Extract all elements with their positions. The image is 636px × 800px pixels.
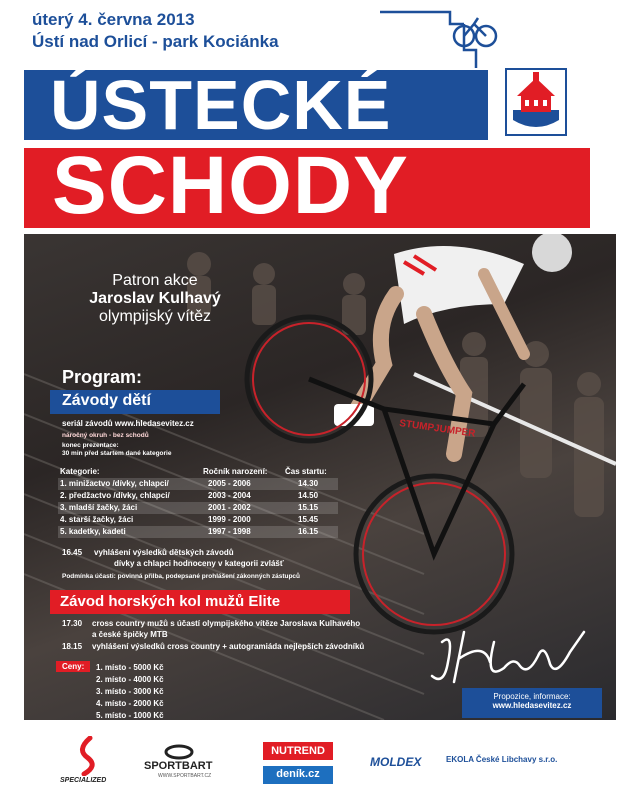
row-category: 2. předžactvo /dívky, chlapci/ xyxy=(60,491,170,500)
event-place: Ústí nad Orlicí - park Kociánka xyxy=(32,32,279,51)
svg-text:STUMPJUMPER: STUMPJUMPER xyxy=(398,418,477,440)
row-time: 14.30 xyxy=(298,479,319,488)
nutrend-logo: NUTREND xyxy=(263,742,333,760)
row-year: 1997 - 1998 xyxy=(208,527,251,536)
table-row xyxy=(58,514,338,526)
kids-note-1: náročný okruh - bez schodů xyxy=(62,432,149,439)
prize-item: 3. místo - 3000 Kč xyxy=(96,687,164,696)
info-url[interactable]: www.hledasevitez.cz xyxy=(492,701,572,710)
patron-label: Patron akce xyxy=(112,272,198,289)
kids-note-3: 30 min před startem dané kategorie xyxy=(62,450,172,457)
row-time: 16.15 xyxy=(298,527,319,536)
info-box xyxy=(462,688,602,718)
row-category: 4. starší žačky, žáci xyxy=(60,515,134,524)
row-category: 1. minižactvo /dívky, chlapci/ xyxy=(60,479,169,488)
coat-of-arms-icon xyxy=(505,68,567,136)
specialized-logo-icon xyxy=(68,736,108,776)
participation-condition: Podmínka účasti: povinná přilba, podepsané prohlášení zákonných zástupců xyxy=(62,573,301,580)
prize-item: 4. místo - 2000 Kč xyxy=(96,699,164,708)
row-time: 15.45 xyxy=(298,515,319,524)
table-row xyxy=(58,502,338,514)
row-year: 2001 - 2002 xyxy=(208,503,251,512)
program-heading: Program: xyxy=(62,367,143,387)
row-category: 3. mladší žačky, žáci xyxy=(60,503,138,512)
table-header-year: Ročník narození: xyxy=(203,467,268,476)
elite-time-2: 18.15 xyxy=(62,642,83,651)
moldex-logo: MOLDEX xyxy=(370,755,422,769)
sportbart-url: WWW.SPORTBART.CZ xyxy=(158,773,212,779)
kids-series: seriál závodů www.hledasevitez.cz xyxy=(62,419,194,428)
patron-name: Jaroslav Kulhavý xyxy=(89,290,221,307)
kids-schedule-table xyxy=(58,478,338,538)
elite-item-1-line-2: a české špičky MTB xyxy=(92,630,168,639)
ekola-logo: EKOLA České Libchavy s.r.o. xyxy=(446,755,558,764)
title-line-2: SCHODY xyxy=(52,140,409,231)
elite-item-2-line-1: vyhlášení výsledků cross country + autogramiáda nejlepších závodníků xyxy=(92,642,365,651)
row-year: 2005 - 2006 xyxy=(208,479,251,488)
bike-logo-icon xyxy=(380,10,500,70)
prize-item: 5. místo - 1000 Kč xyxy=(96,711,164,720)
sportbart-logo: SPORTBART xyxy=(144,760,213,772)
elite-item-1-line-1: cross country mužů s účastí olympijského vítěze Jaroslava Kulhavého xyxy=(92,619,361,628)
patron-block xyxy=(60,272,250,326)
prizes-label: Ceny: xyxy=(56,661,90,672)
denik-logo: deník.cz xyxy=(263,766,333,784)
event-date: úterý 4. června 2013 xyxy=(32,10,195,29)
prize-item: 2. místo - 4000 Kč xyxy=(96,675,164,684)
row-time: 14.50 xyxy=(298,491,319,500)
elite-race-heading: Závod horských kol mužů Elite xyxy=(50,590,350,614)
row-time: 15.15 xyxy=(298,503,319,512)
table-header-time: Čas startu: xyxy=(285,467,327,476)
info-label: Propozice, informace: xyxy=(493,692,571,701)
table-row xyxy=(58,526,338,538)
kids-results-line-2: dívky a chlapci hodnoceny v kategorii zvlášť xyxy=(114,559,284,568)
kids-races-heading: Závody dětí xyxy=(50,390,220,414)
row-year: 1999 - 2000 xyxy=(208,515,251,524)
kids-results-line-1: vyhlášení výsledků dětských závodů xyxy=(94,548,234,557)
table-header-category: Kategorie: xyxy=(60,467,100,476)
prize-item: 1. místo - 5000 Kč xyxy=(96,663,164,672)
kids-note-2: konec prezentace: xyxy=(62,442,119,449)
title-line-1: ÚSTECKÉ xyxy=(50,66,392,144)
row-year: 2003 - 2004 xyxy=(208,491,251,500)
kids-results-time: 16.45 xyxy=(62,548,83,557)
patron-title: olympijský vítěz xyxy=(98,308,212,325)
specialized-logo: SPECIALIZED xyxy=(60,777,107,784)
elite-time-1: 17.30 xyxy=(62,619,83,628)
row-category: 5. kadetky, kadeti xyxy=(60,527,126,536)
table-row xyxy=(58,478,338,490)
signature-icon xyxy=(424,612,594,692)
sportbart-logo-icon xyxy=(164,744,194,760)
table-row xyxy=(58,490,338,502)
